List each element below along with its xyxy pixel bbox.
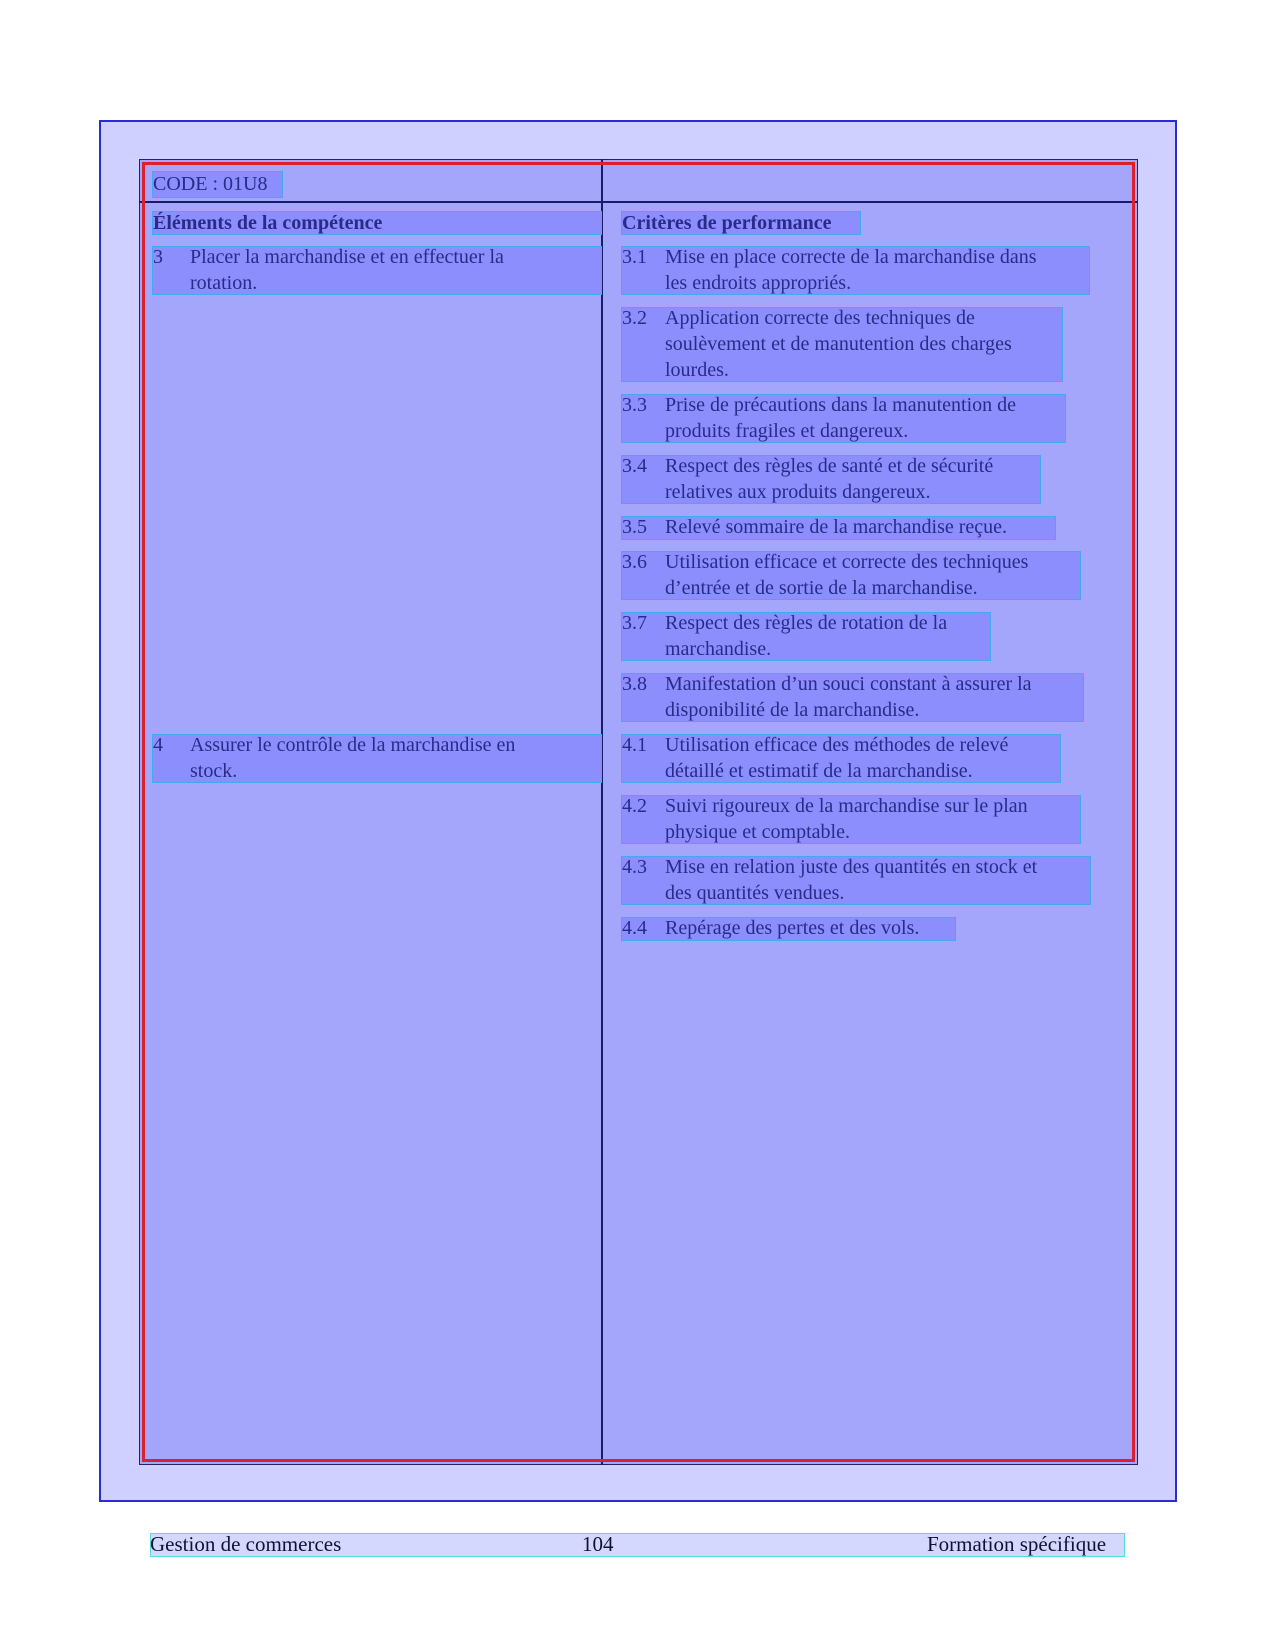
criterion-text-line: Manifestation d’un souci constant à assurer la xyxy=(665,673,1032,695)
criterion-text-line: relatives aux produits dangereux. xyxy=(665,481,931,503)
criterion-text-line: Repérage des pertes et des vols. xyxy=(665,917,920,939)
code-label: CODE : 01U8 xyxy=(153,173,268,195)
criterion-text-line: marchandise. xyxy=(665,638,772,660)
criterion-number: 3.1 xyxy=(622,246,647,268)
criterion-text-line: Suivi rigoureux de la marchandise sur le plan xyxy=(665,795,1028,817)
element-text-line: Placer la marchandise et en effectuer la xyxy=(190,246,504,268)
page-number: 104 xyxy=(582,1532,614,1556)
element-text-line: stock. xyxy=(190,760,238,782)
criterion-text-line: lourdes. xyxy=(665,359,729,381)
criterion-text-line: disponibilité de la marchandise. xyxy=(665,699,920,721)
criterion-text-line: d’entrée et de sortie de la marchandise. xyxy=(665,577,978,599)
criterion-text-line: Mise en place correcte de la marchandise dans xyxy=(665,246,1037,268)
right-header: Critères de performance xyxy=(622,212,832,234)
element-text-line: Assurer le contrôle de la marchandise en xyxy=(190,734,516,756)
criterion-text-line: Respect des règles de rotation de la xyxy=(665,612,948,634)
element-number: 4 xyxy=(153,734,163,756)
criterion-number: 4.2 xyxy=(622,795,647,817)
criterion-text-line: Application correcte des techniques de xyxy=(665,307,975,329)
criterion-text-line: des quantités vendues. xyxy=(665,882,845,904)
criterion-number: 3.7 xyxy=(622,612,647,634)
footer-left: Gestion de commerces xyxy=(150,1532,342,1556)
criterion-text-line: Utilisation efficace des méthodes de relevé xyxy=(665,734,1009,756)
left-header: Éléments de la compétence xyxy=(153,212,383,234)
criterion-number: 3.5 xyxy=(622,516,647,538)
criterion-text-line: soulèvement et de manutention des charges xyxy=(665,333,1012,355)
criterion-text-line: produits fragiles et dangereux. xyxy=(665,420,909,442)
table-border-highlight xyxy=(142,162,1135,1462)
criterion-text-line: Relevé sommaire de la marchandise reçue. xyxy=(665,516,1008,538)
criterion-number: 3.2 xyxy=(622,307,647,329)
criterion-number: 3.6 xyxy=(622,551,647,573)
criterion-number: 4.3 xyxy=(622,856,647,878)
footer-right: Formation spécifique xyxy=(927,1532,1107,1556)
criterion-text-line: Mise en relation juste des quantités en stock et xyxy=(665,856,1038,878)
criterion-text-line: Prise de précautions dans la manutention de xyxy=(665,394,1017,416)
criterion-text-line: Respect des règles de santé et de sécurité xyxy=(665,455,994,477)
criterion-text-line: les endroits appropriés. xyxy=(665,272,852,294)
criterion-text-line: physique et comptable. xyxy=(665,821,850,843)
criterion-text-line: détaillé et estimatif de la marchandise. xyxy=(665,760,973,782)
element-text-line: rotation. xyxy=(190,272,258,294)
criterion-number: 3.8 xyxy=(622,673,647,695)
criterion-number: 3.3 xyxy=(622,394,647,416)
criterion-text-line: Utilisation efficace et correcte des techniques xyxy=(665,551,1029,573)
criterion-number: 4.1 xyxy=(622,734,647,756)
criterion-number: 3.4 xyxy=(622,455,647,477)
criterion-number: 4.4 xyxy=(622,917,647,939)
element-number: 3 xyxy=(153,246,163,268)
